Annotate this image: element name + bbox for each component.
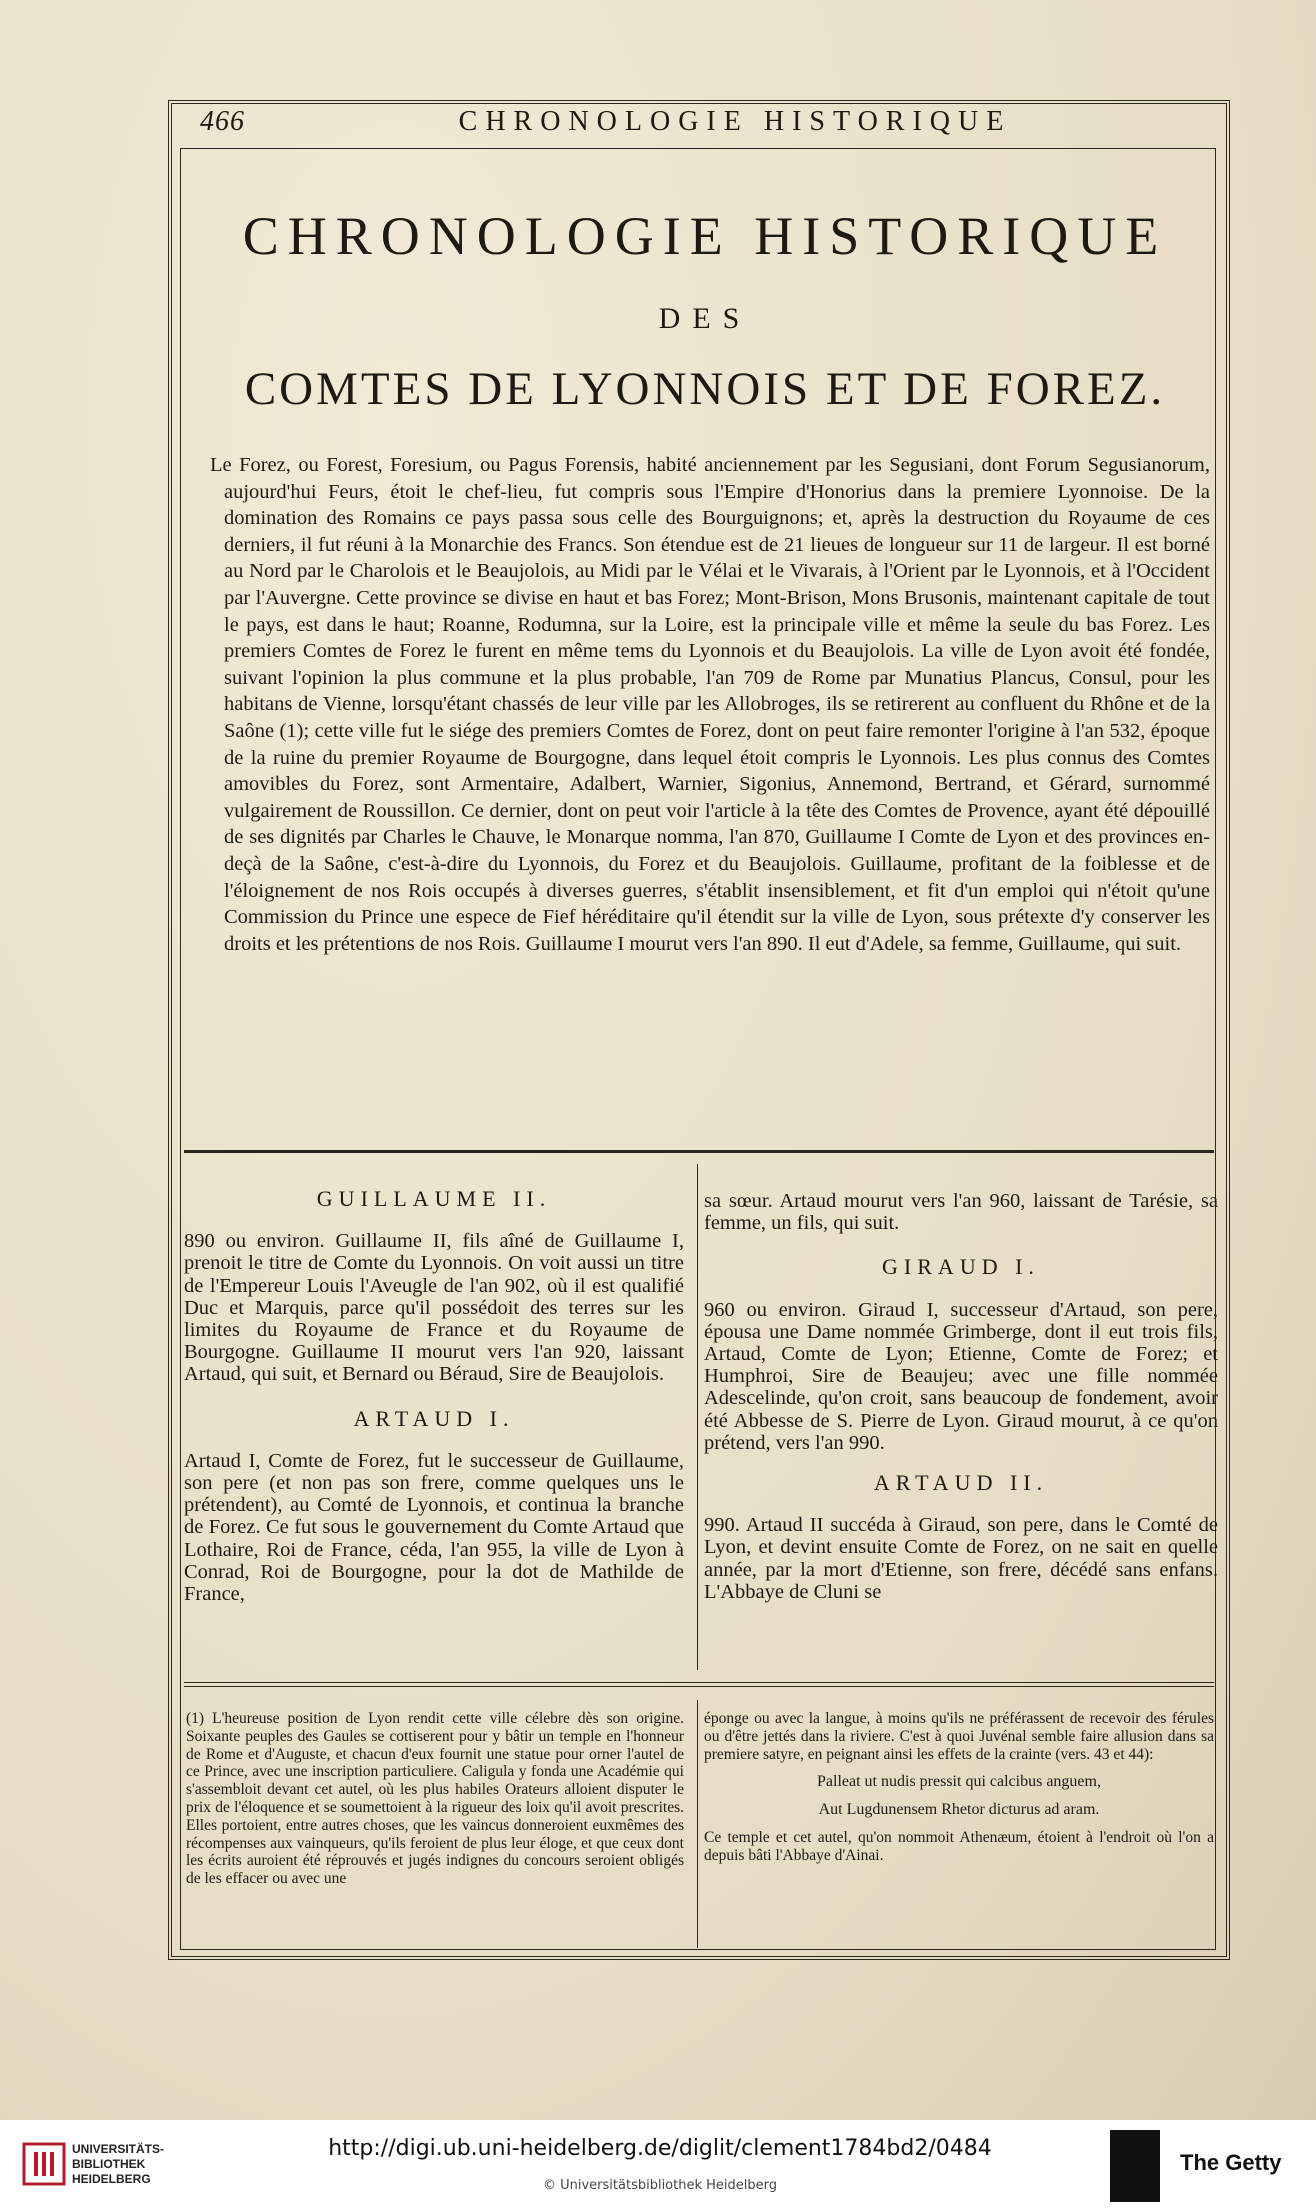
column-separator [697, 1164, 698, 1670]
partner-name: The Getty [1180, 2150, 1282, 2175]
page-title: CHRONOLOGIE HISTORIQUE [242, 206, 1168, 266]
viewer-footer [0, 2120, 1316, 2212]
section-text: Artaud I, Comte de Forez, fut le successeur de Guillaume, son pere (et non pas son frere, comme quelques uns le prétendent), au Comté de Lyonnois, et continua la branche de Forez. Ce fut sous le gouvernement du Comte Artaud que Lothaire, Roi de France, céda, l'an 955, la ville de Lyon à Conrad, Roi de Bourgogne, pour la dot de Mathilde de France, [184, 1449, 684, 1606]
verse-line: Aut Lugdunensem Rhetor dicturus ad aram. [818, 1801, 1100, 1819]
verse-line: Palleat ut nudis pressit qui calcibus anguem, [817, 1773, 1101, 1791]
institution-name: UNIVERSITÄTS- BIBLIOTHEK HEIDELBERG [72, 2142, 165, 2186]
getty-logo-icon [1110, 2130, 1160, 2202]
footnote-right [704, 1710, 1214, 1865]
section-heading: GIRAUD I. [882, 1254, 1040, 1280]
copyright-notice: © Universitätsbibliothek Heidelberg [542, 2178, 777, 2193]
section-text: 990. Artaud II succéda à Giraud, son pere, dans le Comté de Lyon, et devint ensuite Comte de Forez, on ne sait en quelle année, par la mort d'Etienne, son frere, décédé sans enfans. L'Abbaye de Cluni se [704, 1514, 1218, 1603]
footnote-divider [184, 1686, 1214, 1687]
page-border-inner [180, 148, 1216, 1950]
section-text: sa sœur. Artaud mourut vers l'an 960, laissant de Tarésie, sa femme, un fils, qui suit. [704, 1190, 1218, 1235]
left-column [184, 1176, 684, 1605]
section-heading: ARTAUD II. [873, 1470, 1049, 1496]
intro-paragraph [210, 452, 1210, 957]
footnote-text: Ce temple et cet autel, qu'on nommoit Athenæum, étoient à l'endroit où l'on a depuis bâti l'Abbaye d'Ainai. [704, 1828, 1214, 1864]
footnote-divider [184, 1682, 1214, 1683]
footnote-left [186, 1710, 684, 1888]
running-head [200, 106, 1200, 142]
intro-text: Le Forez, ou Forest, Foresium, ou Pagus Forensis, habité anciennement par les Segusiani, dont Forum Segusianorum, aujourd'hui Feurs, étoit le chef-lieu, fut compris sous l'Empire d'Honorius dans la premiere Lyonnoise. De la domination des Romains ce pays passa sous celle des Bourguignons; et, après la destruction du Royaume de ces derniers, il fut réuni à la Monarchie des Francs. Son étendue est de 21 lieues de longueur sur 11 de largeur. Il est borné au Nord par le Charolois et le Beaujolois, au Midi par le Vélai et le Vivarais, à l'Orient par le Lyonnois, et à l'Occident par l'Auvergne. Cette province se divise en haut et bas Forez; Mont-Brison, Mons Brusonis, maintenant capitale de tout le pays, est dans le haut; Roanne, Rodumna, sur la Loire, est la principale ville et même la seule du bas Forez. Les premiers Comtes de Forez le furent en même tems du Lyonnois et du Beaujolois. La ville de Lyon avoit été fondée, suivant l'opinion la plus commune et la plus probable, l'an 709 de Rome par Munatius Plancus, Consul, pour les habitans de Vienne, lorsqu'étant chassés de leur ville par les Allobroges, ils se retirerent au confluent du Rhône et de la Saône (1); cette ville fut le siége des premiers Comtes de Forez, dont on peut faire remonter l'origine à l'an 532, époque de la ruine du premier Royaume de Bourgogne, dans lequel étoit compris le Lyonnois. Les plus connus des Comtes amovibles du Forez, sont Armentaire, Adalbert, Warnier, Sigonius, Annemond, Bertrand, et Gérard, surnommé vulgairement de Roussillon. Ce dernier, dont on peut voir l'article à la tête des Comtes de Provence, ayant été dépouillé de ses dignités par Charles le Chauve, le Monarque nomma, l'an 870, Guillaume I Comte de Lyon et des provinces en-deçà de la Saône, c'est-à-dire du Lyonnois, du Forez et du Beaujolois. Guillaume, profitant de la foiblesse et de l'éloignement de nos Rois occupés à diverses guerres, s'établit insensiblement, et fit d'un emploi qui n'étoit qu'une Commission du Prince une espece de Fief héréditaire qu'il étendit sur la ville de Lyon, sous prétexte d'y conserver les droits et les prétentions de nos Rois. Guillaume I mourut vers l'an 890. Il eut d'Adele, sa femme, Guillaume, qui suit. [210, 454, 1210, 955]
section-heading: GUILLAUME II. [316, 1186, 552, 1211]
title-des: DES [658, 302, 752, 335]
page-subtitle: COMTES DE LYONNOIS ET DE FOREZ. [244, 363, 1166, 415]
section-text: 960 ou environ. Giraud I, successeur d'Artaud, son pere, épousa une Dame nommée Grimberge, dont il eut trois fils, Artaud, Comte de Lyon; Etienne, Comte de Forez; et Humphroi, Sire de Beaujeu; avec une fille nommée Adescelinde, qu'on croit, sans beaucoup de fondement, avoir été Abbesse de S. Pierre de Lyon. Giraud mourut, à ce qu'on prétend, vers l'an 990. [704, 1298, 1218, 1454]
right-column [704, 1190, 1218, 1603]
section-heading: ARTAUD I. [353, 1405, 515, 1431]
section-divider [184, 1150, 1214, 1153]
running-head-title: CHRONOLOGIE HISTORIQUE [458, 106, 1012, 137]
page-number: 466 [200, 106, 245, 137]
permalink[interactable]: http://digi.ub.uni-heidelberg.de/diglit/clement1784bd2/0484 [328, 2136, 992, 2161]
section-text: 890 ou environ. Guillaume II, fils aîné de Guillaume I, prenoit le titre de Comte du Lyonnois. On voit aussi un titre de l'Empereur Louis l'Aveugle de l'an 902, où il est qualifié Duc et Marquis, parce qu'il possédoit des terres sur les limites du Royaume de France et du Royaume de Bourgogne. Guillaume II mourut vers l'an 920, laissant Artaud, qui suit, et Bernard ou Béraud, Sire de Beaujolois. [184, 1230, 684, 1386]
footnote-text: (1) L'heureuse position de Lyon rendit cette ville célebre dès son origine. Soixante peuples des Gaules se cottiserent pour y bâtir un temple en l'honneur de Rome et d'Auguste, et chacun d'eux fournit une statue pour orner l'autel de ce Prince, avec une inscription particuliere. Caligula y fonda une Académie qui s'assembloit devant cet autel, où les plus habiles Orateurs alloient disputer le prix de l'éloquence et se soumettoient à la rigueur des loix qu'il avoit prescrites. Elles portoient, entre autres choses, que les vaincus donneroient euxmêmes des récompenses aux vainqueurs, qu'ils feroient de plus leur éloge, et que ceux dont les écrits auroient été réprouvés et jugés indignes du concours seroient obligés de les effacer ou avec une [186, 1710, 684, 1888]
footnote-column-separator [697, 1700, 698, 1948]
footnote-text: éponge ou avec la langue, à moins qu'ils ne préférassent de recevoir des férules ou d'être jettés dans la riviere. C'est à quoi Juvénal semble faire allusion dans sa premiere satyre, en peignant ainsi les effets de la crainte (vers. 43 et 44): [704, 1710, 1214, 1763]
university-logo-icon [20, 2140, 68, 2188]
